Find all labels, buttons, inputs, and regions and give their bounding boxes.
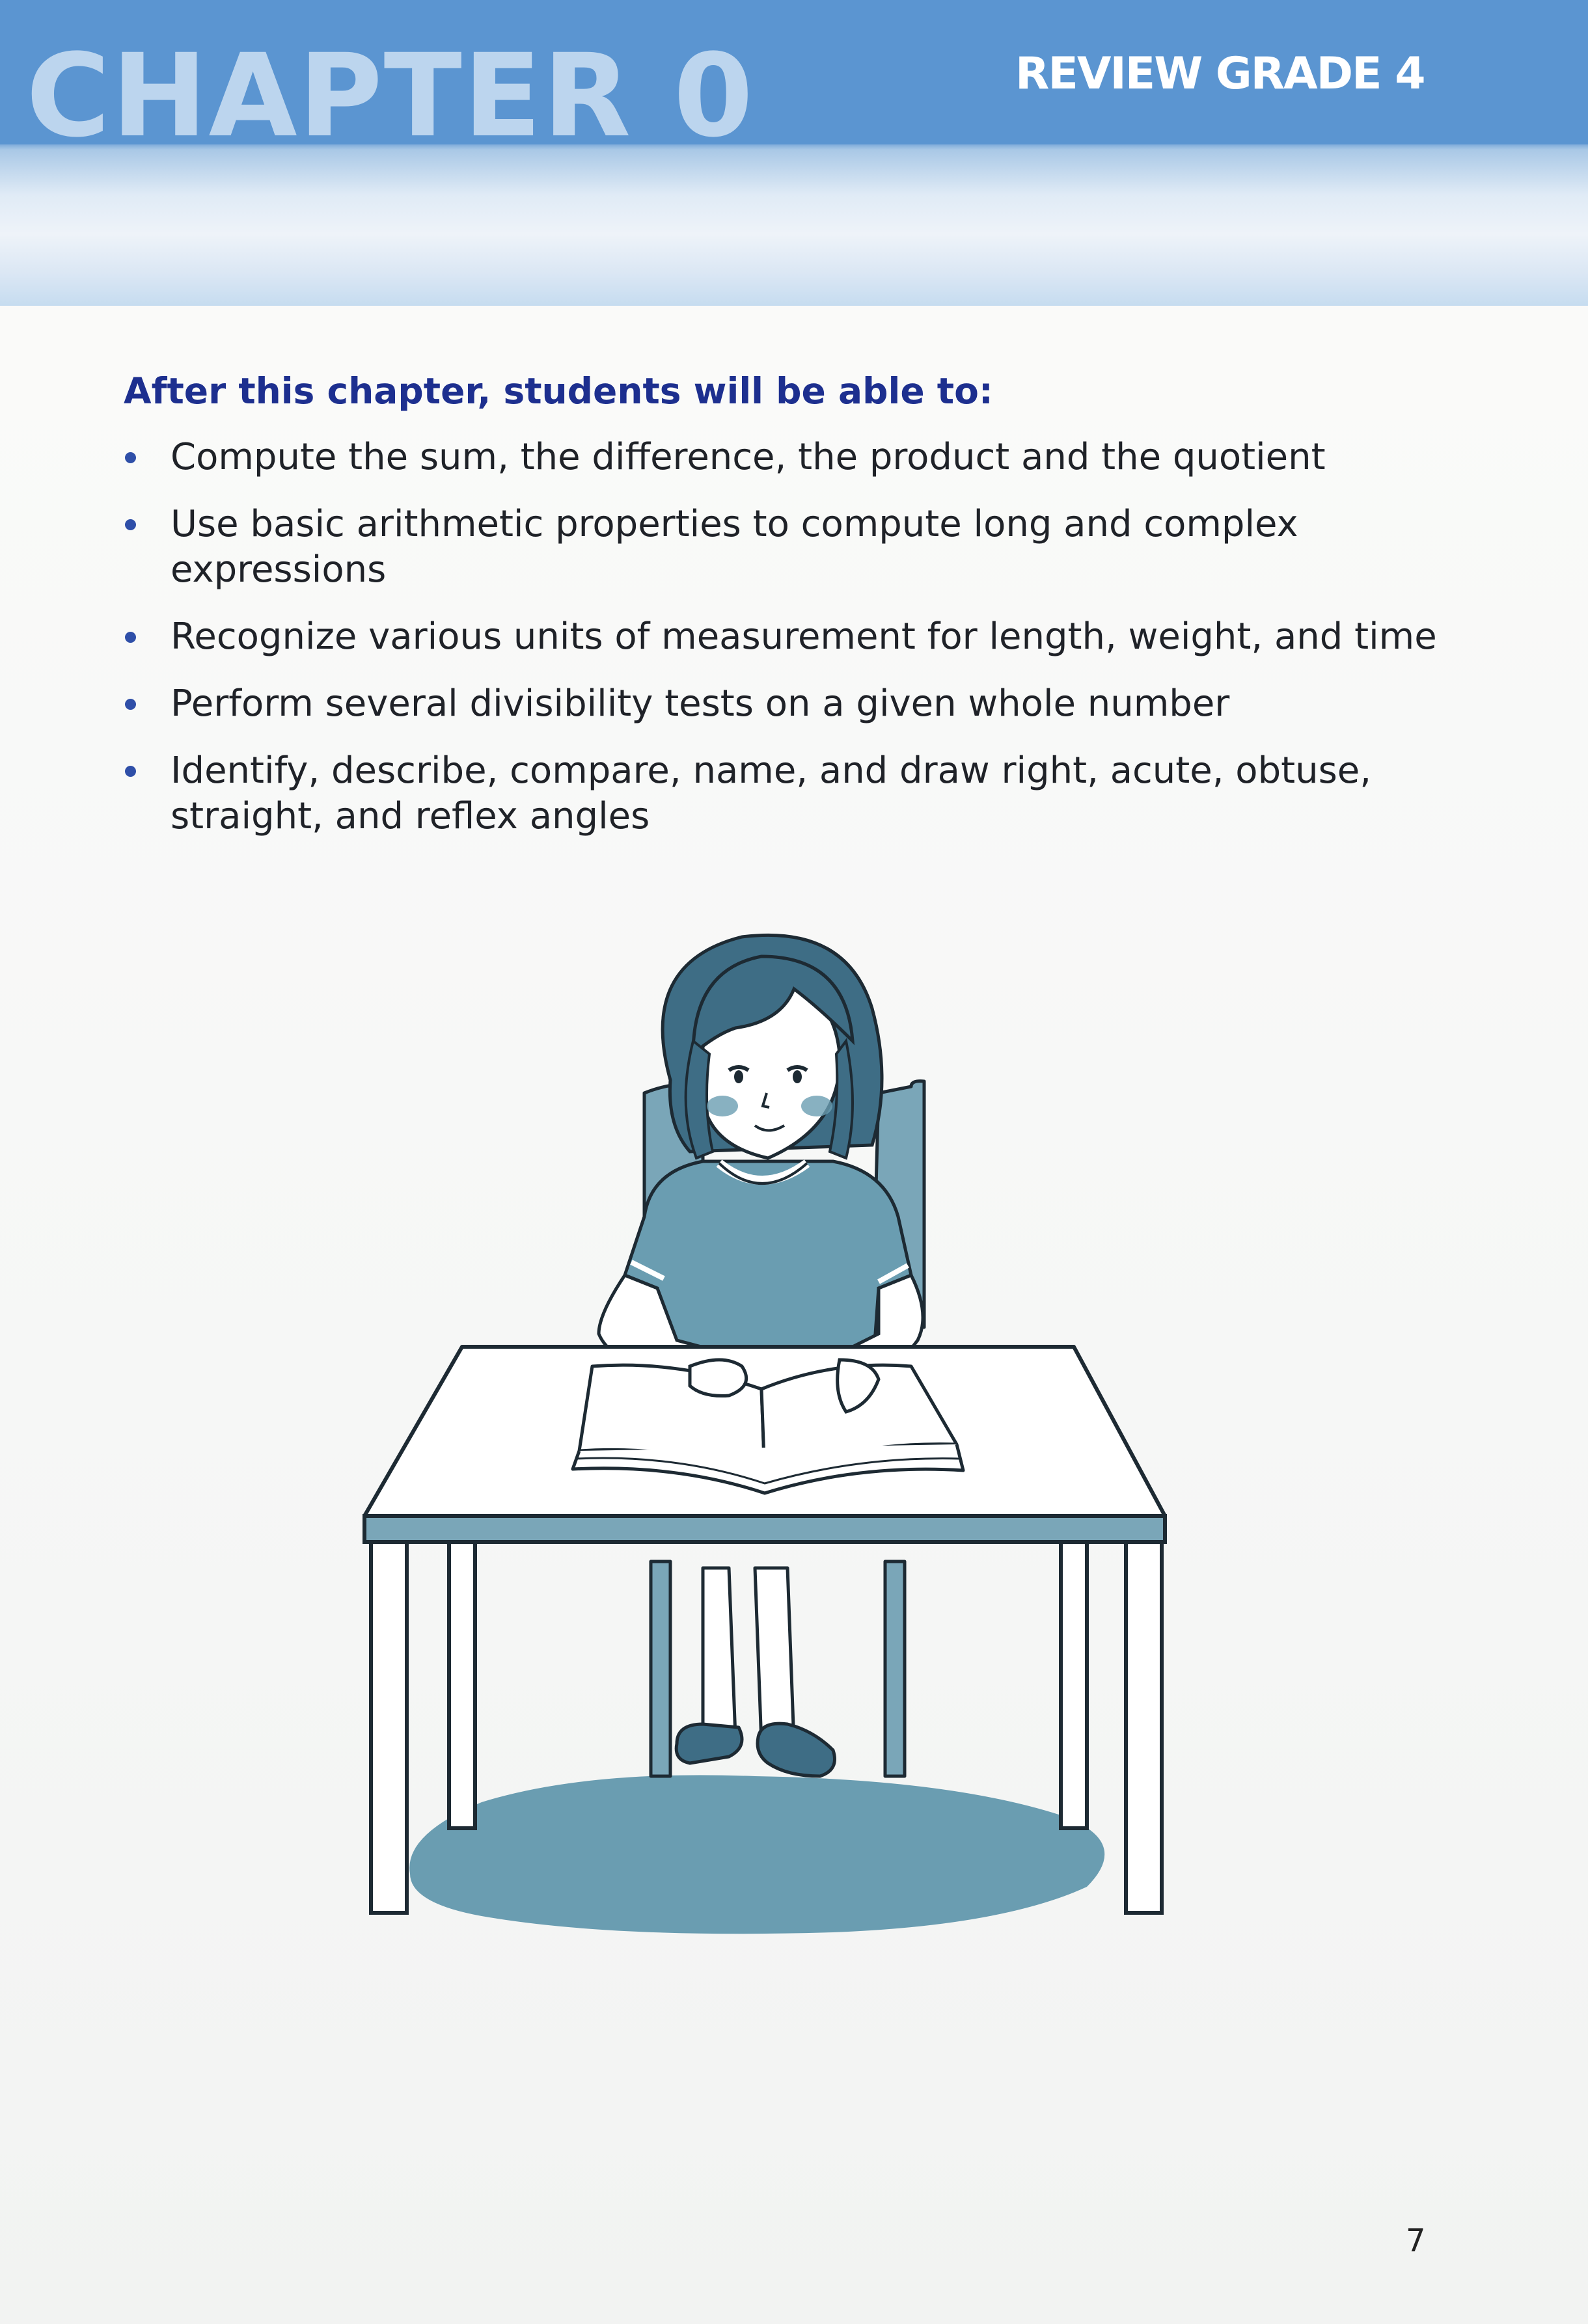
objectives-list [124, 435, 1464, 861]
girl-reading-illustration [338, 911, 1198, 1991]
girl-legs [676, 1568, 834, 1776]
chair-leg [885, 1561, 905, 1776]
objective-item [124, 681, 1464, 727]
chair-leg [651, 1561, 670, 1776]
objective-text: Identify, describe, compare, name, and draw right, acute, obtuse, straight, and reflex angles [171, 750, 1371, 837]
table-edge [364, 1516, 1165, 1542]
objective-item [124, 502, 1464, 593]
floor-shadow [409, 1775, 1104, 1934]
shoe-left [676, 1724, 742, 1763]
shoe-right [758, 1723, 835, 1776]
chapter-header-band [0, 0, 1588, 306]
objective-item [124, 614, 1464, 660]
bullet-icon [125, 632, 136, 643]
bullet-icon [125, 452, 136, 463]
chapter-title: CHAPTER 0 [26, 29, 755, 163]
objective-item [124, 748, 1464, 839]
objective-text: Recognize various units of measurement for length, weight, and time [171, 615, 1437, 658]
bullet-icon [125, 699, 136, 710]
page-number: 7 [1406, 2223, 1426, 2259]
bullet-icon [125, 766, 136, 777]
review-grade-label: REVIEW GRADE 4 [1015, 48, 1425, 100]
girl-hand-left [690, 1360, 746, 1396]
objective-text: Perform several divisibility tests on a given whole number [171, 682, 1230, 725]
objective-text: Compute the sum, the difference, the product and the quotient [171, 436, 1326, 478]
objective-text: Use basic arithmetic properties to compute long and complex expressions [171, 503, 1298, 591]
bullet-icon [125, 519, 136, 530]
objective-item [124, 435, 1464, 480]
objectives-heading: After this chapter, students will be able to: [124, 370, 993, 412]
